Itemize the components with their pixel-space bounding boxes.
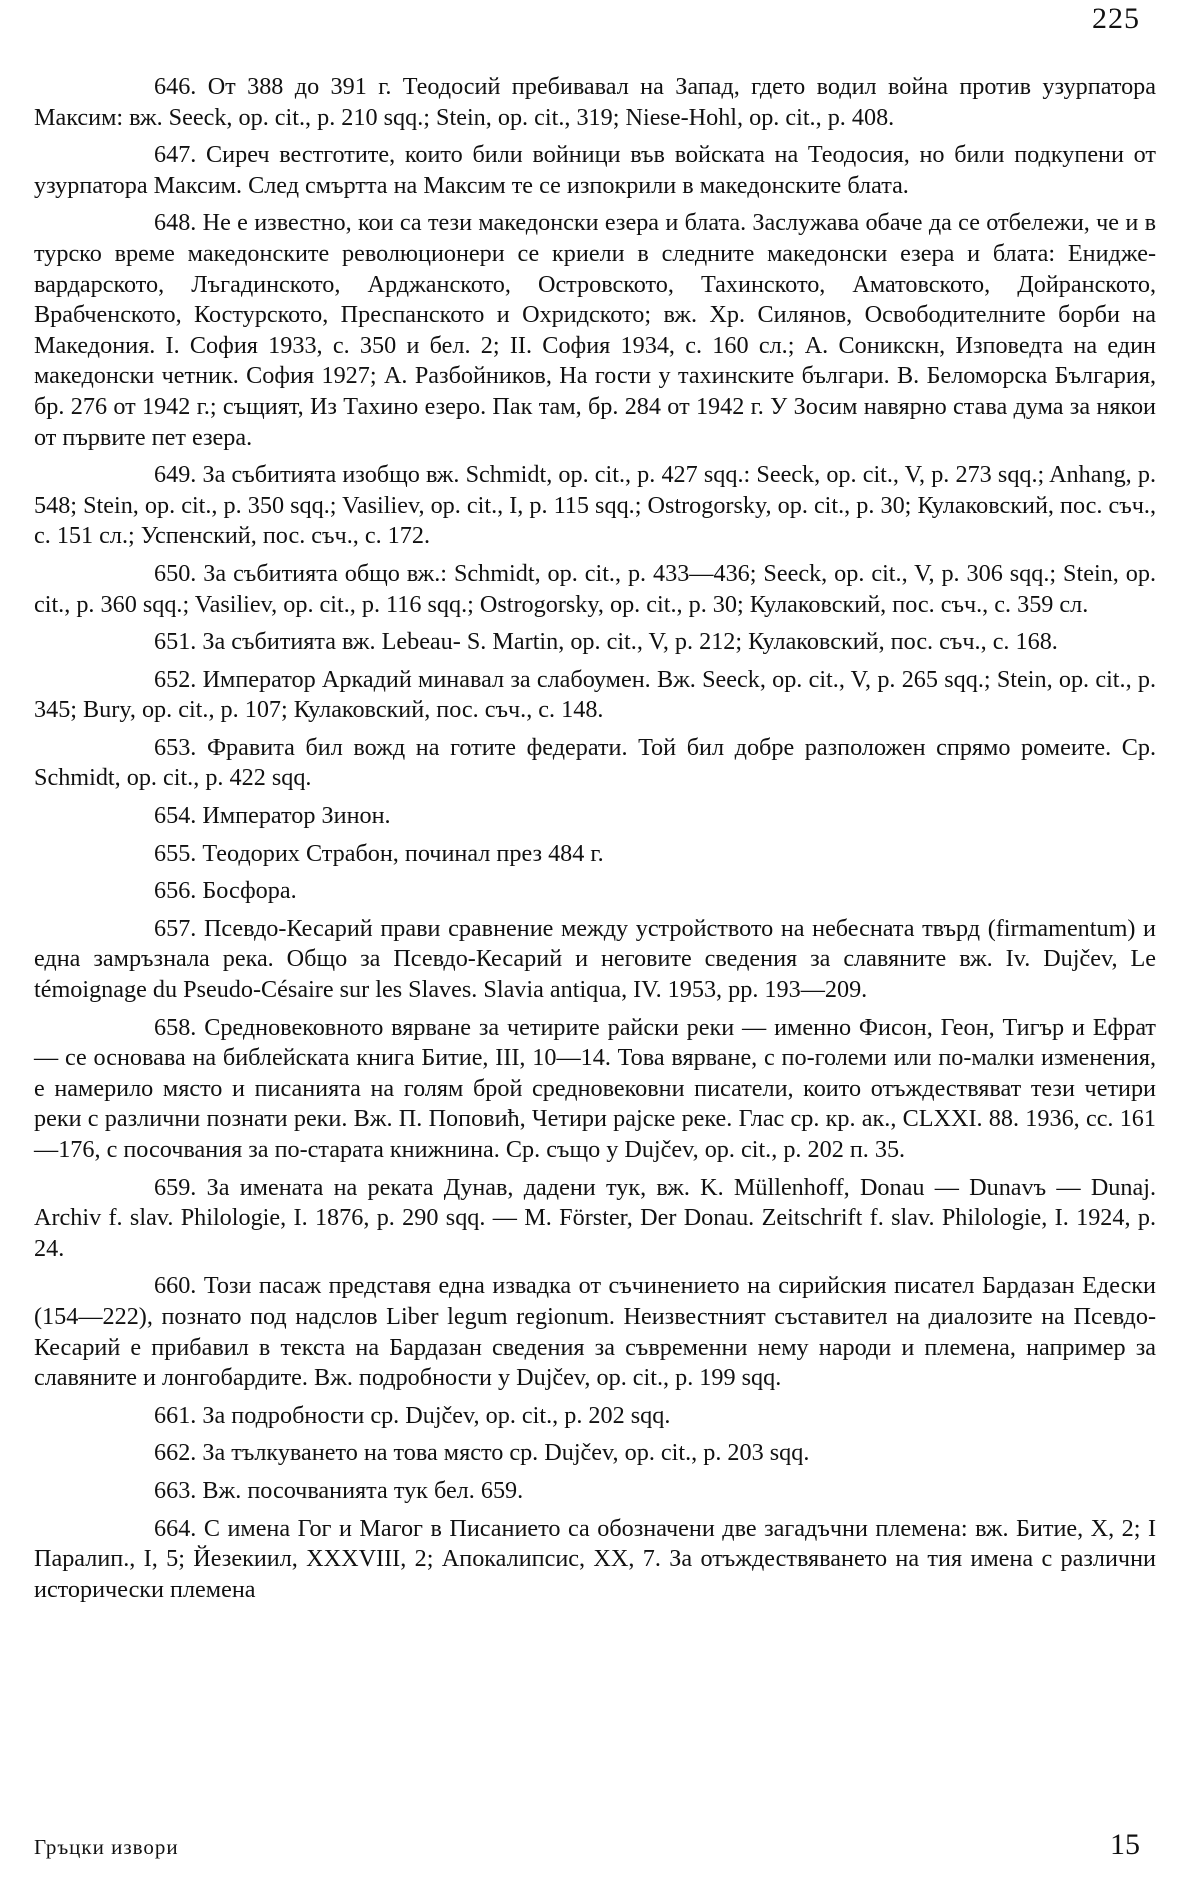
footnote-number: 654.	[154, 802, 197, 830]
footnote-number: 662.	[154, 1439, 197, 1467]
footnote-text: Псевдо-Кесарий прави сравнение между устройството на небесната твърд (firmamentum) и една замръзнала река. Общо за Псевдо-Кесарий и неговите сведения за славяните вж. Iv. Dujčev, Le témoignage du Pseudo-Césaire sur les Slaves. Slavia antiqua, IV. 1953, pp. 193—209.	[34, 914, 1156, 1004]
footnote-number: 646.	[154, 73, 197, 100]
page-number: 225	[1092, 2, 1140, 35]
footnote	[34, 1271, 1156, 1393]
footnote-text: За събитията вж. Lebeau- S. Martin, op. cit., V, p. 212; Кулаковский, пос. съч., с. 168.	[202, 628, 1058, 656]
footnote	[34, 627, 1156, 658]
footnote-text: За тълкуването на това място ср. Dujčev, op. cit., p. 203 sqq.	[202, 1439, 810, 1467]
footnote	[34, 665, 1156, 726]
footnote-number: 663.	[154, 1476, 197, 1504]
footnote-number: 649.	[154, 461, 197, 489]
footnote-text: Фравита бил вожд на готите федерати. Той бил добре разположен спрямо ромеите. Ср. Schmidt, op. cit., p. 422 sqq.	[34, 733, 1157, 792]
footnote-text: Босфора.	[202, 877, 297, 905]
footnote-number: 658.	[154, 1013, 197, 1041]
footnote	[34, 914, 1156, 1006]
footnote-number: 661.	[154, 1401, 197, 1429]
footnote-number: 657.	[154, 914, 197, 942]
footnote-number: 652.	[154, 665, 197, 693]
footnote	[34, 1401, 1156, 1432]
footnote-text: Средновековното вярване за четирите райски реки — именно Фисон, Геон, Тигър и Ефрат — се основава на библейската книга Битие, III, 10—14. Това вярване, с по-големи или по-малки изменения, е намерило място и писанията на голям брой средновековни писатели, които отъждествяват тези четири реки с различни познати реки. Вж. П. Поповић, Четири рајске реке. Глас ср. кр. ак., CLXXI. 88. 1936, сс. 161—176, с посочвания за по-старата книжнина. Ср. също у Dujčev, op. cit., p. 202 п. 35.	[34, 1013, 1156, 1163]
footnote-text: От 388 до 391 г. Теодосий пребивавал на Запад, гдето водил война против узурпатора Максим: вж. Seeck, op. cit., p. 210 sqq.; Stein, op. cit., 319; Niese-Hohl, op. cit., p. 408.	[34, 73, 1156, 131]
page-footer	[34, 1828, 1140, 1862]
footnote-number: 659.	[154, 1173, 197, 1201]
footnote-text: Сиреч вестготите, които били войници във войската на Теодосия, но били подкупени от узурпатора Максим. След смъртта на Максим те се изпокрили в македонските блата.	[34, 141, 1157, 199]
footnote-number: 655.	[154, 839, 197, 867]
footnote-text: С имена Гог и Магог в Писанието са обозначени две загадъчни племена: вж. Битие, X, 2; I Паралип., I, 5; Йезекиил, XXXVIII, 2; Апокалипсис, XX, 7. За отъждествяването на тия имена с различни исторически племена	[34, 1514, 1157, 1603]
footnote-text: За събитията общо вж.: Schmidt, op. cit., p. 433—436; Seeck, op. cit., V, p. 306 sqq.; Stein, op. cit., p. 360 sqq.; Vasiliev, op. cit., p. 116 sqq.; Ostrogorsky, op. cit., p. 30; Кулаковский, пос. съч., с. 359 сл.	[34, 559, 1156, 618]
sheet-number: 15	[1110, 1828, 1140, 1861]
footnote-text: Вж. посочванията тук бел. 659.	[202, 1476, 524, 1504]
footnote	[34, 559, 1156, 620]
footnote	[34, 1476, 1156, 1507]
footnote-text: За събитията изобщо вж. Schmidt, op. cit., p. 427 sqq.: Seeck, op. cit., V, p. 273 sqq.; Anhang, p. 548; Stein, op. cit., p. 350 sqq.; Vasiliev, op. cit., I, p. 115 sqq.; Ostrogorsky, op. cit., p. 30; Кулаковский, пос. съч., с. 151 сл.; Успенский, пос. съч., с. 172.	[34, 461, 1156, 550]
footnote-number: 651.	[154, 628, 197, 656]
footnote-text: За имената на реката Дунав, дадени тук, вж. K. Müllenhoff, Donau — Dunavъ — Dunaj. Archiv f. slav. Philologie, I. 1876, p. 290 sqq. — M. Förster, Der Donau. Zeitschrift f. slav. Philologie, I. 1924, p. 24.	[34, 1173, 1157, 1262]
footnote-text: Този пасаж представя една извадка от съчинението на сирийския писател Бардазан Едески (154—222), познато под надслов Liber legum regionum. Неизвестният съставител на диалозите на Псевдо-Кесарий е прибавил в текста на Бардазан сведения за съвременни нему народи и племена, например за славяните и лонгобардите. Вж. подробности у Dujčev, op. cit., p. 199 sqq.	[34, 1272, 1156, 1392]
footnote-number: 653.	[154, 733, 197, 761]
footnote	[34, 1013, 1156, 1166]
signature-mark: Гръцки извори	[34, 1835, 179, 1859]
footnote-text: Теодорих Страбон, починал през 484 г.	[202, 839, 604, 867]
footnote-number: 647.	[154, 141, 197, 169]
footnote-number: 656.	[154, 877, 197, 905]
footnote	[34, 1438, 1156, 1469]
footnote	[34, 801, 1156, 832]
footnote-number: 660.	[154, 1272, 197, 1300]
footnote	[34, 1514, 1156, 1606]
footnote	[34, 733, 1156, 794]
footnote-text: Не е известно, кои са тези македонски езера и блата. Заслужава обаче да се отбележи, че и в турско време македонските революционери се криели в следните македонски езера и блата: Енидже-вардарското, Лъгадинското, Арджанското, Островското, Тахинското, Аматовското, Дойранското, Врабченското, Костурското, Преспанското и Охридското; вж. Хр. Силянов, Освободителните борби на Македония. I. София 1933, с. 350 и бел. 2; II. София 1934, с. 160 сл.; А. Соникскн, Изповедта на един македонски четник. София 1927; А. Разбойников, На гости у тахинските българи. В. Беломорска България, бр. 276 от 1942 г.; същият, Из Тахино езеро. Пак там, бр. 284 от 1942 г. У Зосим навярно става дума за някои от първите пет езера.	[34, 209, 1156, 451]
footnote	[34, 140, 1156, 201]
footnote-text: Император Аркадий минавал за слабоумен. Вж. Seeck, op. cit., V, p. 265 sqq.; Stein, op. cit., p. 345; Bury, op. cit., p. 107; Кулаковский, пос. съч., с. 148.	[34, 665, 1156, 724]
footnote-text: Император Зинон.	[202, 802, 391, 830]
footnote	[34, 72, 1156, 133]
footnote-number: 650.	[154, 559, 197, 587]
footnote-number: 664.	[154, 1514, 197, 1542]
footnotes-list	[34, 72, 1156, 1612]
footnote-number: 648.	[154, 209, 197, 237]
footnote	[34, 839, 1156, 870]
footnote	[34, 208, 1156, 453]
footnote	[34, 460, 1156, 552]
footnote	[34, 1173, 1156, 1265]
footnote	[34, 876, 1156, 907]
footnote-text: За подробности ср. Dujčev, op. cit., p. 202 sqq.	[202, 1401, 671, 1429]
